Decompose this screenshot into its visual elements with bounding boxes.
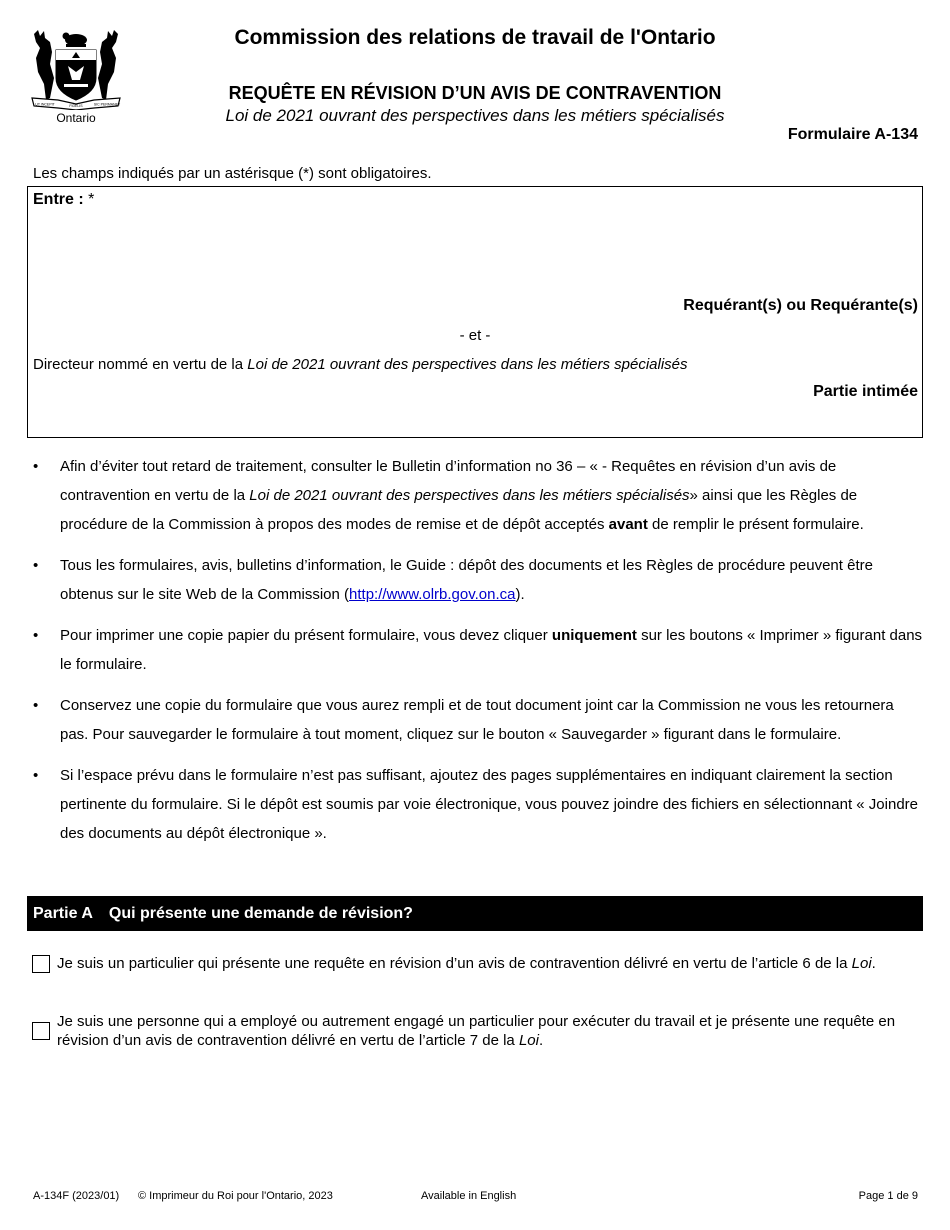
section-a-header <box>27 896 923 931</box>
instruction-text: » ainsi que les Règles de procédure de la Commission à propos des modes de remise et de dépôt acceptés <box>60 487 858 533</box>
instruction-item <box>33 691 923 749</box>
and-label: - et - <box>459 327 491 344</box>
parties-box <box>27 186 923 438</box>
instruction-text: Pour imprimer une copie papier du présent formulaire, vous devez cliquer <box>60 627 552 644</box>
option-end: . <box>538 1032 544 1049</box>
respondent-label: Partie intimée <box>813 383 918 400</box>
section-a-title: Qui présente une demande de révision? <box>108 905 413 922</box>
law-reference: Loi <box>851 955 872 972</box>
logo-motto-left: UT INCEPIT <box>35 102 55 107</box>
option-text: Je suis une personne qui a employé ou autrement engagé un particulier pour exécuter du travail et je présente une requête en révision d’un avis de contravention délivré en vertu de l’article 7 de la <box>57 1013 896 1049</box>
instructions-list <box>33 452 923 860</box>
instruction-item <box>33 621 923 679</box>
option-text: Je suis un particulier qui présente une requête en révision d’un avis de contravention délivré en vertu de l’article 6 de la <box>57 955 852 972</box>
footer-page-number: Page 1 de 9 <box>858 1190 918 1202</box>
form-number: Formulaire A-134 <box>787 126 918 143</box>
commission-title: Commission des relations de travail de l'Ontario <box>234 26 716 49</box>
director-prefix: Directeur nommé en vertu de la <box>33 356 248 373</box>
instruction-text: de remplir le présent formulaire. <box>647 516 864 533</box>
bullet: • <box>33 458 39 475</box>
law-reference: Loi <box>518 1032 539 1049</box>
footer-availability: Available in English <box>421 1190 517 1202</box>
option-label <box>57 954 920 973</box>
individual-checkbox[interactable] <box>32 955 50 973</box>
instruction-text: Conservez une copie du formulaire que vous aurez rempli et de tout document joint car la Commission ne vous les retournera pas. Pour sauvegarder le formulaire à tout moment, cliquez sur le bouton « Sauvegarder » figurant dans le formulaire. <box>60 697 894 743</box>
logo-motto-right: SIC PERMANET <box>93 102 121 107</box>
required-fields-note: Les champs indiqués par un astérisque (*) sont obligatoires. <box>33 165 432 182</box>
footer-form-code: A-134F (2023/01) <box>33 1190 120 1202</box>
form-title: REQUÊTE EN RÉVISION D’UN AVIS DE CONTRAVENTION <box>228 83 722 103</box>
logo-motto-center: FIDELIS <box>69 104 83 108</box>
logo-caption: Ontario <box>56 111 96 125</box>
instruction-item <box>33 452 923 539</box>
footer-copyright: © Imprimeur du Roi pour l'Ontario, 2023 <box>138 1190 333 1202</box>
applicant-names-field[interactable] <box>33 217 913 277</box>
emphasis: avant <box>608 516 648 533</box>
applicant-type-option-employer[interactable] <box>32 1012 920 1050</box>
between-label-text: Entre : <box>33 191 84 208</box>
act-name: Loi de 2021 ouvrant des perspectives dans les métiers spécialisés <box>249 487 690 504</box>
applicants-label: Requérant(s) ou Requérante(s) <box>683 297 918 314</box>
instruction-text: sur les boutons « Imprimer » figurant dans le formulaire. <box>60 627 923 673</box>
option-label <box>57 1012 920 1050</box>
employer-checkbox[interactable] <box>32 1022 50 1040</box>
director-act-name: Loi de 2021 ouvrant des perspectives dans les métiers spécialisés <box>247 356 688 373</box>
instruction-text: Si l’espace prévu dans le formulaire n’est pas suffisant, ajoutez des pages supplémentaires en indiquant clairement la section pertinente du formulaire. Si le dépôt est soumis par voie électronique, vous pouvez joindre des fichiers en sélectionnant « Joindre des documents au dépôt électronique ». <box>60 767 918 842</box>
section-a-part-label: Partie A <box>33 905 93 922</box>
option-end: . <box>871 955 876 972</box>
bullet: • <box>33 767 39 784</box>
instruction-text: Tous les formulaires, avis, bulletins d’information, le Guide : dépôt des documents et les Règles de procédure peuvent être obtenus sur le site Web de la Commission ( <box>60 557 873 603</box>
bullet: • <box>33 627 39 644</box>
commission-website-link[interactable]: http://www.olrb.gov.on.ca <box>349 586 516 603</box>
bullet: • <box>33 557 39 574</box>
between-label <box>33 191 94 209</box>
instruction-text: ). <box>515 586 525 603</box>
form-subtitle: Loi de 2021 ouvrant des perspectives dans les métiers spécialisés <box>225 106 725 125</box>
emphasis: uniquement <box>551 627 637 644</box>
instruction-text: Afin d’éviter tout retard de traitement, consulter le Bulletin d’information no 36 – « - Requêtes en révision d’un avis de contravention en vertu de la <box>60 458 837 504</box>
director-line <box>33 356 688 373</box>
instruction-item <box>33 551 923 609</box>
required-asterisk: * <box>83 191 95 208</box>
bullet: • <box>33 697 39 714</box>
applicant-type-option-individual[interactable] <box>32 954 920 973</box>
instruction-item <box>33 761 923 848</box>
